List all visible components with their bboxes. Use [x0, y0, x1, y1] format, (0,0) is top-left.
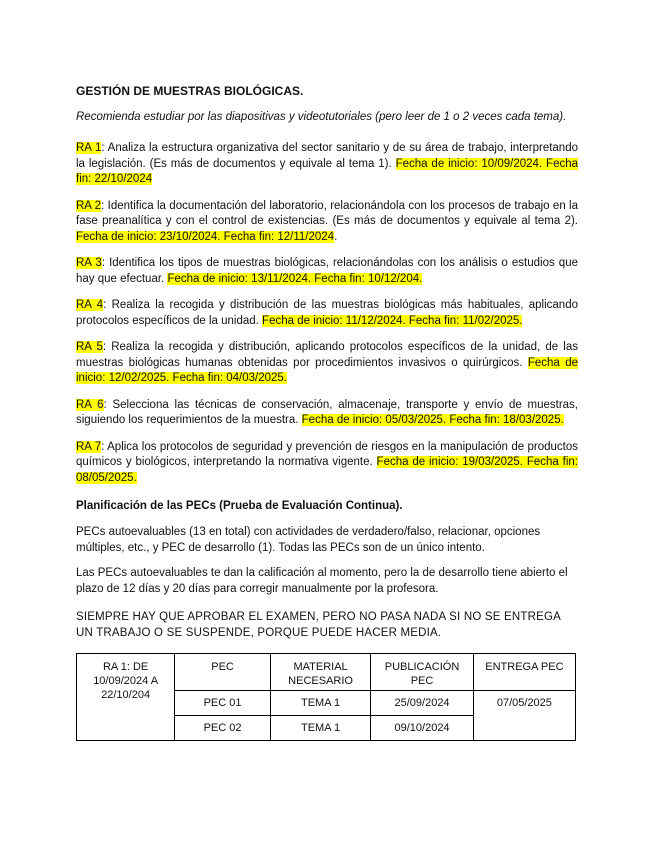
material-cell: TEMA 1 [270, 716, 370, 741]
ra-dates: Fecha de inicio: 19/03/2025. Fecha fin: 08/05/2025. [76, 456, 578, 484]
ra-label: RA 3 [76, 257, 102, 269]
ra-description: Realiza la recogida y distribución de las muestras biológicas más habituales, aplicando protocolos específicos de la unidad. [76, 299, 578, 327]
entrega-cell: 07/05/2025 [473, 691, 575, 741]
publicacion-cell: 09/10/2024 [371, 716, 474, 741]
ra-item [76, 340, 578, 387]
ra-description: Realiza la recogida y distribución, aplicando protocolos específicos de la unidad, de las muestras biológicas humanas obtenidas por procedimientos invasivos o quirúrgicos. [76, 341, 578, 369]
ra-dates: Fecha de inicio: 13/11/2024. Fecha fin: 10/12/204. [167, 272, 423, 285]
ra-label: RA 1 [76, 142, 102, 154]
ra-label: RA 6 [76, 398, 104, 411]
ra-item [76, 141, 578, 188]
ra-dates: Fecha de inicio: 10/09/2024. Fecha fin: 22/10/2024 [76, 157, 579, 185]
pec-table [76, 653, 576, 741]
pec-cell: PEC 02 [175, 716, 271, 741]
ra-separator: : [101, 440, 105, 453]
ra-description: Selecciona las técnicas de conservación, almacenaje, transporte y envío de muestras, siguiendo los requerimientos de la muestra. [76, 398, 578, 426]
document-page [76, 84, 578, 741]
pec-paragraph-2: Las PECs autoevaluables te dan la calificación al momento, pero la de desarrollo tiene abierto el plazo de 12 días y 20 días para corregir manualmente por la profesora. [76, 567, 568, 595]
material-cell: TEMA 1 [270, 691, 370, 716]
ra-item [76, 256, 578, 287]
header-material: MATERIAL NECESARIO [270, 654, 370, 691]
ra-description: Analiza la estructura organizativa del sector sanitario y de su área de trabajo, interpretando la legislación. (Es más de documentos y equivale al tema 1). [76, 142, 578, 170]
header-entrega: ENTREGA PEC [473, 654, 575, 691]
exam-warning: SIEMPRE HAY QUE APROBAR EL EXAMEN, PERO NO PASA NADA SI NO SE ENTREGA UN TRABAJO O SE SUSPENDE, PORQUE PUEDE HACER MEDIA. [76, 611, 561, 639]
ra-separator: : [103, 398, 107, 411]
ra-description: : Identifica la documentación del laboratorio, relacionándola con los procesos de trabajo en la fase preanalítica y con el control de existencias. (Es más de documentos y equivale al tema 2). [76, 199, 579, 227]
ra-item [76, 398, 578, 429]
document-title: GESTIÓN DE MUESTRAS BIOLÓGICAS. [76, 84, 304, 98]
table-header-row [77, 654, 576, 691]
ra-label: RA 7 [76, 440, 102, 453]
ra-list [76, 141, 578, 486]
ra-separator: : [101, 257, 106, 269]
pec-paragraph-1: PECs autoevaluables (13 en total) con actividades de verdadero/falso, relacionar, opciones múltiples, etc., y PEC de desarrollo (1). Todas las PECs son de un único intento. [76, 526, 541, 554]
header-pec: PEC [175, 654, 271, 691]
ra-label: RA 2 [76, 199, 102, 212]
ra-label: RA 4 [76, 299, 104, 311]
pec-heading: Planificación de las PECs (Prueba de Evaluación Continua). [76, 500, 403, 512]
ra-dates: Fecha de inicio: 11/12/2024. Fecha fin: 11/02/2025. [262, 314, 523, 327]
ra-description: Identifica los tipos de muestras biológicas, relacionándolas con los análisis o estudios que hay que efectuar. [76, 257, 578, 285]
ra-separator: : [103, 299, 107, 311]
study-recommendation: Recomienda estudiar por las diapositivas y videotutoriales (pero leer de 1 o 2 veces cada tema). [76, 111, 567, 123]
ra-label: RA 5 [76, 341, 103, 353]
ra-dates: Fecha de inicio: 05/03/2025. Fecha fin: 18/03/2025. [301, 414, 564, 426]
ra-separator: : [101, 142, 105, 154]
ra-period-cell: RA 1: DE 10/09/2024 A 22/10/204 [77, 654, 175, 741]
ra-dates: Fecha de inicio: 23/10/2024. Fecha fin: 12/11/2024 [76, 230, 335, 243]
publicacion-cell: 25/09/2024 [371, 691, 474, 716]
ra-separator: : [102, 341, 107, 353]
header-publicacion: PUBLICACIÓN PEC [371, 654, 474, 691]
ra-item: RA 2: Identifica la documentación del laboratorio, relacionándola con los procesos de trabajo en la fase preanalítica y con el control de existencias. (Es más de documentos y equivale al tema 2). Fecha de inicio: 23/10/2024. Fecha fin: 12/11/2024. [76, 199, 579, 243]
pec-cell: PEC 01 [175, 691, 271, 716]
ra-item [76, 440, 578, 487]
ra-dates: Fecha de inicio: 12/02/2025. Fecha fin: 04/03/2025. [76, 356, 579, 384]
ra-description: Aplica los protocolos de seguridad y prevención de riesgos en la manipulación de productos químicos y biológicos, interpretando la normativa vigente. [76, 440, 579, 468]
ra-item [76, 298, 578, 329]
